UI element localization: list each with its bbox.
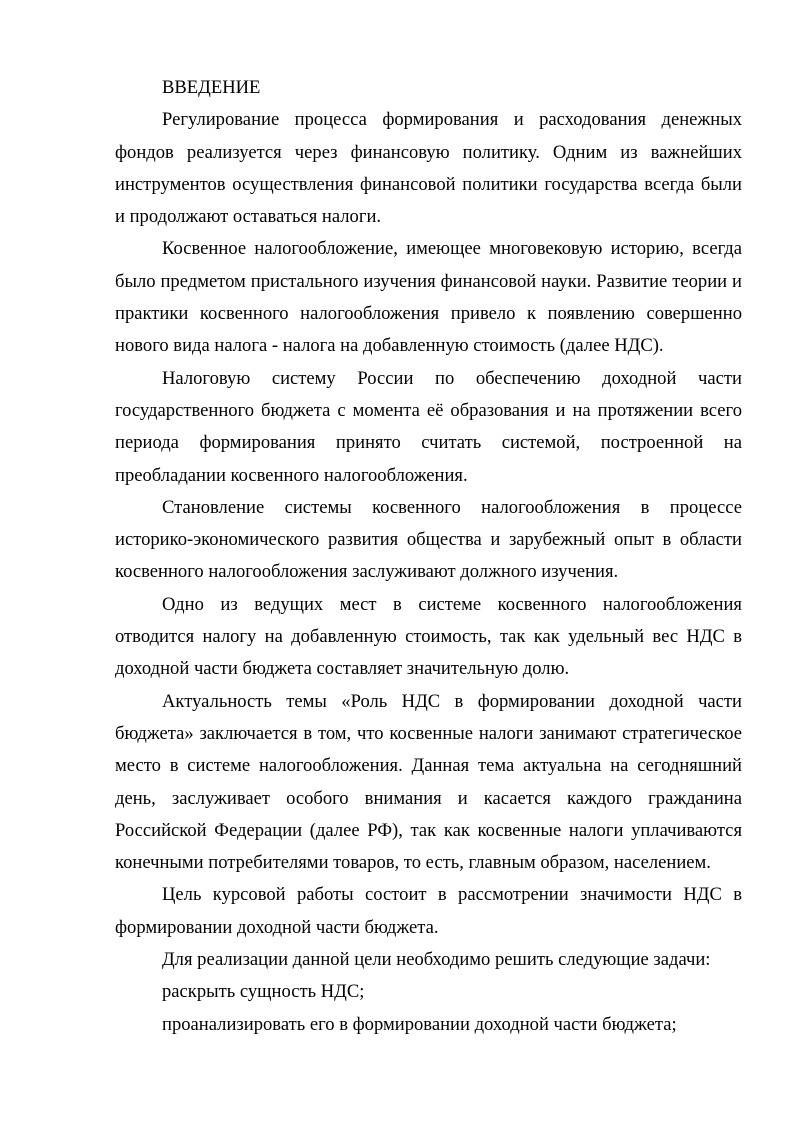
- paragraph-2: Косвенное налогообложение, имеющее многовековую историю, всегда было предметом пристального изучения финансовой науки. Развитие теории и практики косвенного налогообложения привело к появлению совершенно нового вида налога - налога на добавленную стоимость (далее НДС).: [115, 238, 742, 357]
- document-body: [115, 72, 742, 1041]
- paragraph-3: Налоговую систему России по обеспечению доходной части государственного бюджета с момента её образования и на протяжении всего периода формирования принято считать системой, построенной на преобладании косвенного налогообложения.: [115, 367, 742, 486]
- paragraph-6: Актуальность темы «Роль НДС в формировании доходной части бюджета» заключается в том, что косвенные налоги занимают стратегическое место в системе налогообложения. Данная тема актуальна на сегодняшний день, заслуживает особого внимания и касается каждого гражданина Российской Федерации (далее РФ), так как косвенные налоги уплачиваются конечными потребителями товаров, то есть, главным образом, населением.: [115, 690, 742, 874]
- paragraph-4: Становление системы косвенного налогообложения в процессе историко-экономического развития общества и зарубежный опыт в области косвенного налогообложения заслуживают должного изучения.: [115, 496, 742, 583]
- tasks-intro: Для реализации данной цели необходимо решить следующие задачи:: [162, 949, 711, 971]
- task-item-1: раскрыть сущность НДС;: [162, 981, 365, 1003]
- paragraph-7: Цель курсовой работы состоит в рассмотрении значимости НДС в формировании доходной части бюджета.: [115, 884, 742, 938]
- section-heading: ВВЕДЕНИЕ: [162, 77, 261, 98]
- task-item-2: проанализировать его в формировании доходной части бюджета;: [162, 1013, 677, 1035]
- paragraph-1: Регулирование процесса формирования и расходования денежных фондов реализуется через финансовую политику. Одним из важнейших инструментов осуществления финансовой политики государства всегда были и продолжают оставаться налоги.: [115, 109, 742, 228]
- paragraph-5: Одно из ведущих мест в системе косвенного налогообложения отводится налогу на добавленную стоимость, так как удельный вес НДС в доходной части бюджета составляет значительную долю.: [115, 593, 742, 680]
